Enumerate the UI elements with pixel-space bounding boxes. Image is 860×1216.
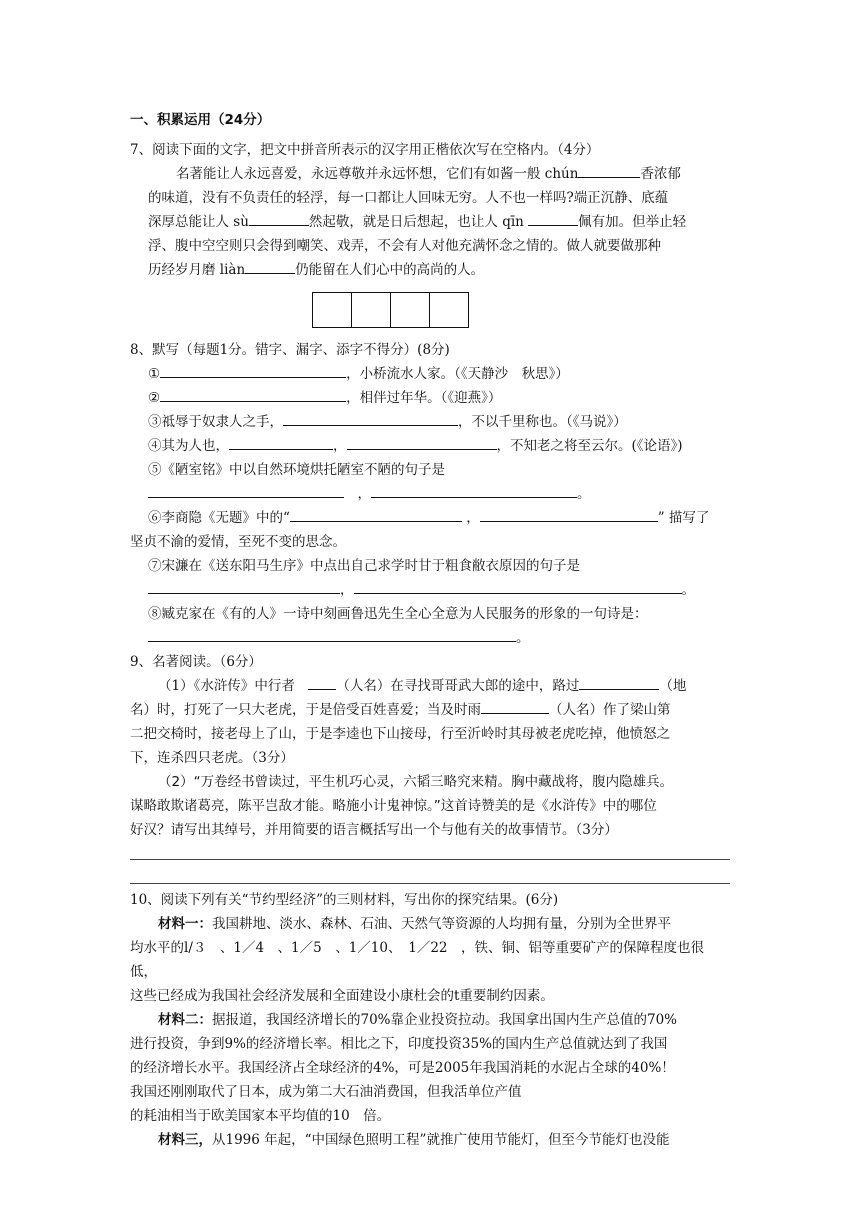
q8-item-8-answer: 。 [130,626,730,650]
answer-line[interactable] [130,882,730,884]
q8-item-7: ⑦宋濂在《送东阳马生序》中点出自己求学时甘于粗食敝衣原因的句子是 [148,558,580,574]
q10-material-2: 材料二：据报道，我国经济增长的70%靠企业投资拉动。我国拿出国内生产总值的70% [158,1012,678,1028]
q8-item-1: ① ，小桥流水人家。（《天静沙 秋思》） [130,362,730,386]
answer-blank[interactable] [148,579,340,594]
q10-material-1-line: 均水平的l/３ 、1／4 、1／5 、1／10、 1／22 ，铁、铜、铝等重要矿产的保障程度也很低， [130,940,705,980]
q8-item-5: ⑤《陋室铭》中以自然环境烘托陋室不陋的句子是 [148,462,445,478]
q10-stem: 10、阅读下列有关“节约型经济”的三则材料，写出你的探究结果。(6分) [130,892,559,908]
answer-blank[interactable] [578,163,640,178]
q8-item-5-answer: ， 。 [130,482,730,506]
q8-item-6-cont: 坚贞不渝的爱情，至死不变的思念。 [130,534,346,550]
q8-item-7-answer: ， 。 [130,578,730,602]
exam-page [130,108,730,1152]
answer-blank[interactable] [245,259,295,274]
q10-material-1-line: 这些已经成为我国社会经济发展和全面建设小康杜会的t重要制约因素。 [130,988,554,1004]
answer-blank[interactable] [283,411,458,426]
answer-blank[interactable] [229,435,333,450]
q10-material-1: 材料一：我国耕地、淡水、森林、石油、天然气等资源的人均拥有量，分别为全世界平 [158,916,671,932]
q9-sub2-line: 好汉？请写出其绰号，并用简要的语言概括写出一个与他有关的故事情节。（3分） [130,822,618,838]
answer-blank[interactable] [354,579,682,594]
q9-sub1: （1）《水浒传》中行者 （人名）在寻找哥哥武大郎的途中，路过 （地 [130,674,730,698]
q9-sub1-line: 名）时，打死了一只大老虎，于是倍受百姓喜爱；当及时雨 （人名）作了梁山第 [130,698,730,722]
q7-passage-line: 历经岁月磨 liàn 仍能留在人们心中的高尚的人。 [130,258,730,282]
answer-blank[interactable] [290,507,462,522]
q9-sub2-line: 谋略敢欺诸葛亮，陈平岂敌才能。略施小计鬼神惊。”这首诗赞美的是《水浒传》中的哪位 [130,798,657,814]
answer-blank[interactable] [347,435,497,450]
q8-stem: 8、默写（每题1分。错字、漏字、添字不得分）(8分) [130,342,450,358]
q8-item-2: ② ，相伴过年华。（《迎燕》） [130,386,730,410]
answer-line[interactable] [130,858,730,860]
q10-material-3: 材料三，从1996 年起，“中国绿色照明工程”就推广使用节能灯，但至今节能灯也没能 [158,1132,670,1148]
q9-sub1-line: 下，连杀四只老虎。（3分） [130,750,294,766]
answer-blank[interactable] [160,363,346,378]
answer-box-grid [313,292,730,328]
answer-blank[interactable] [371,483,577,498]
q9-sub1-line: 二把交椅时，接老母上了山，于是李逵也下山接母，行至沂岭时其母被老虎吃掉，他愤怒之 [130,726,670,742]
q7-passage-line: 名著能让人永远喜爱，永远尊敬并永远怀想，它们有如酱一般 chún 香浓郁 [130,162,730,186]
q8-item-4: ④其为人也， ， ，不知老之将至云尔。(《论语》) [130,434,730,458]
q10-material-2-line: 我国还刚刚取代了日本，成为第二大石油消费国，但我活单位产值 [130,1084,522,1100]
q8-item-3: ③祗辱于奴隶人之手， ，不以千里称也。（《马说》） [130,410,730,434]
q7-passage-line: 的味道，没有不负责任的轻浮，每一口都让人回味无穷。人不也一样吗?端正沉静、底蕴 [148,190,669,206]
answer-blank[interactable] [481,699,549,714]
answer-box[interactable] [351,292,391,328]
answer-blank[interactable] [148,627,516,642]
answer-blank[interactable] [249,211,309,226]
q9-sub2: （2）“万卷经书曾读过，平生机巧心灵，六韬三略究来精。胸中藏战将，腹内隐雄兵。 [158,774,674,790]
q8-item-6: ⑥李商隐《无题》中的“ ， ” 描写了 [130,506,730,530]
q10-material-2-line: 的耗油相当于欧美国家本平均值的10 倍。 [130,1108,391,1124]
section-title: 一、积累运用（24分） [130,112,271,128]
answer-box[interactable] [312,292,352,328]
answer-blank[interactable] [579,675,659,690]
q7-stem: 7、阅读下面的文字，把文中拼音所表示的汉字用正楷依次写在空格内。（4分） [130,142,600,158]
answer-box[interactable] [429,292,469,328]
q7-passage-line: 浮、腹中空空则只会得到嘲笑、戏弄，不会有人对他充满怀念之情的。做人就要做那种 [148,238,661,254]
q10-material-2-line: 的经济增长水平。我国经济占全球经济的4%，可是2005年我国消耗的水泥占全球的40%！ [130,1060,675,1076]
answer-blank[interactable] [160,387,346,402]
q9-stem: 9、名著阅读。（6分） [130,654,262,670]
answer-blank[interactable] [148,483,344,498]
answer-box[interactable] [390,292,430,328]
q8-item-8: ⑧臧克家在《有的人》一诗中刻画鲁迅先生全心全意为人民服务的形象的一句诗是： [148,606,648,622]
q10-material-2-line: 进行投资，争到9%的经济增长率。相比之下，印度投资35%的国内生产总值就达到了我国 [130,1036,668,1052]
answer-blank[interactable] [308,675,336,690]
answer-blank[interactable] [480,507,658,522]
answer-blank[interactable] [528,211,578,226]
q7-passage-line: 深厚总能让人 sù 然起敬，就是日后想起，也让人 qīn 佩有加。但举止轻 [130,210,730,234]
